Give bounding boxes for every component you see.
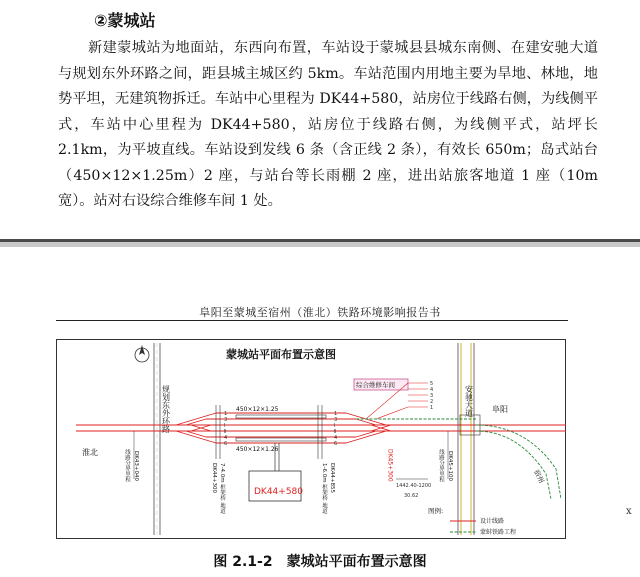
page-separator-light (0, 242, 640, 247)
platform-spec-north: 450×12×1.25 (236, 406, 279, 413)
margin-mark: x (626, 506, 632, 517)
svg-text:4: 4 (430, 387, 434, 393)
body-paragraph: 新建蒙城站为地面站，东西向布置，车站设于蒙城县县城东南侧、在建安驰大道与规划东外环路之间，距县城主城区约 5km。车站范围内用地主要为旱地、林地，地势平坦，无建筑物拆迁。车站中心里程为 DK44+580，站房位于线路右侧，为线侧平式，车站中心里程为 DK44+580，站房位于线路右侧，为线侧平式，站坪长 2.1km，为平坡直线。车站设到发线 6 条（含正线 2 条），有效长 650m；岛式站台（450×12×1.25m）2 座，与站台等长雨棚 2 座，进出站旅客地道 1 座（10m 宽）。站对右设综合维修车间 1 处。 (58, 40, 598, 209)
right-boundary-km: DK45+100 (447, 451, 453, 481)
left-boundary-km: DK43+040 (133, 451, 139, 481)
legend-design-label: 设计线路 (480, 518, 505, 525)
svg-text:Ⅱ: Ⅱ (334, 429, 337, 435)
report-header-rule (56, 320, 568, 321)
small-value-2: 30.62 (404, 493, 419, 499)
platform-north (236, 415, 326, 418)
depot-track-numbers (430, 381, 433, 411)
svg-text:3: 3 (224, 417, 228, 423)
svg-text:4: 4 (334, 435, 338, 441)
svg-text:1: 1 (334, 411, 338, 417)
svg-text:Ⅰ: Ⅰ (334, 423, 336, 429)
svg-text:Ⅰ: Ⅰ (224, 423, 226, 429)
left-box-km: DK44+300 (211, 463, 217, 493)
maintenance-depot-label: 综合维修车间 (356, 381, 395, 389)
figure-title: 蒙城站平面布置示意图 (226, 348, 336, 361)
right-box-text: 1-6.0m 框架桥 地道 (321, 463, 327, 514)
caption-number: 图 2.1-2 (213, 554, 273, 570)
svg-text:5: 5 (430, 381, 434, 387)
legend-title: 图例: (428, 507, 444, 515)
west-road-label: 规划东外环路 (161, 385, 171, 433)
east-road-label: 安驰大道 (464, 385, 474, 417)
svg-text:1: 1 (224, 411, 228, 417)
section-heading: ②蒙城站 (94, 11, 156, 30)
figure-caption (0, 551, 640, 571)
station-center-km: DK44+580 (254, 487, 304, 497)
platform-spec-south: 450×12×1.26 (236, 446, 279, 453)
station-layout-svg (56, 339, 566, 539)
legend-related-label: 蒙蚌铁路工程 (480, 529, 517, 536)
right-boundary-label: 线路分界里程 (438, 449, 444, 482)
dk-right-label: DK45+300 (386, 449, 394, 482)
direction-huaibei: 淮北 (82, 448, 98, 457)
left-boundary-label: 线路分界里程 (124, 449, 130, 482)
svg-text:2: 2 (430, 399, 434, 405)
svg-text:Ⅱ: Ⅱ (224, 429, 227, 435)
station-layout-figure (56, 339, 566, 539)
caption-text: 蒙城站平面布置示意图 (286, 554, 427, 570)
left-box-text: 7-4.0m 框架桥 地道 (219, 463, 225, 514)
svg-text:6: 6 (224, 441, 228, 447)
direction-suzhou: 宿州 (532, 468, 546, 485)
svg-text:3: 3 (430, 393, 434, 399)
svg-text:3: 3 (334, 417, 338, 423)
platform-south (236, 438, 326, 441)
svg-text:1: 1 (430, 405, 434, 411)
svg-text:4: 4 (224, 435, 228, 441)
report-header: 阜阳至蒙城至宿州（淮北）铁路环境影响报告书 (199, 306, 441, 319)
right-box-km: DK44+855 (329, 463, 335, 493)
svg-text:6: 6 (334, 441, 338, 447)
small-value-1: 1442.40-1200 (396, 483, 432, 489)
direction-fuyang: 阜阳 (492, 405, 508, 414)
